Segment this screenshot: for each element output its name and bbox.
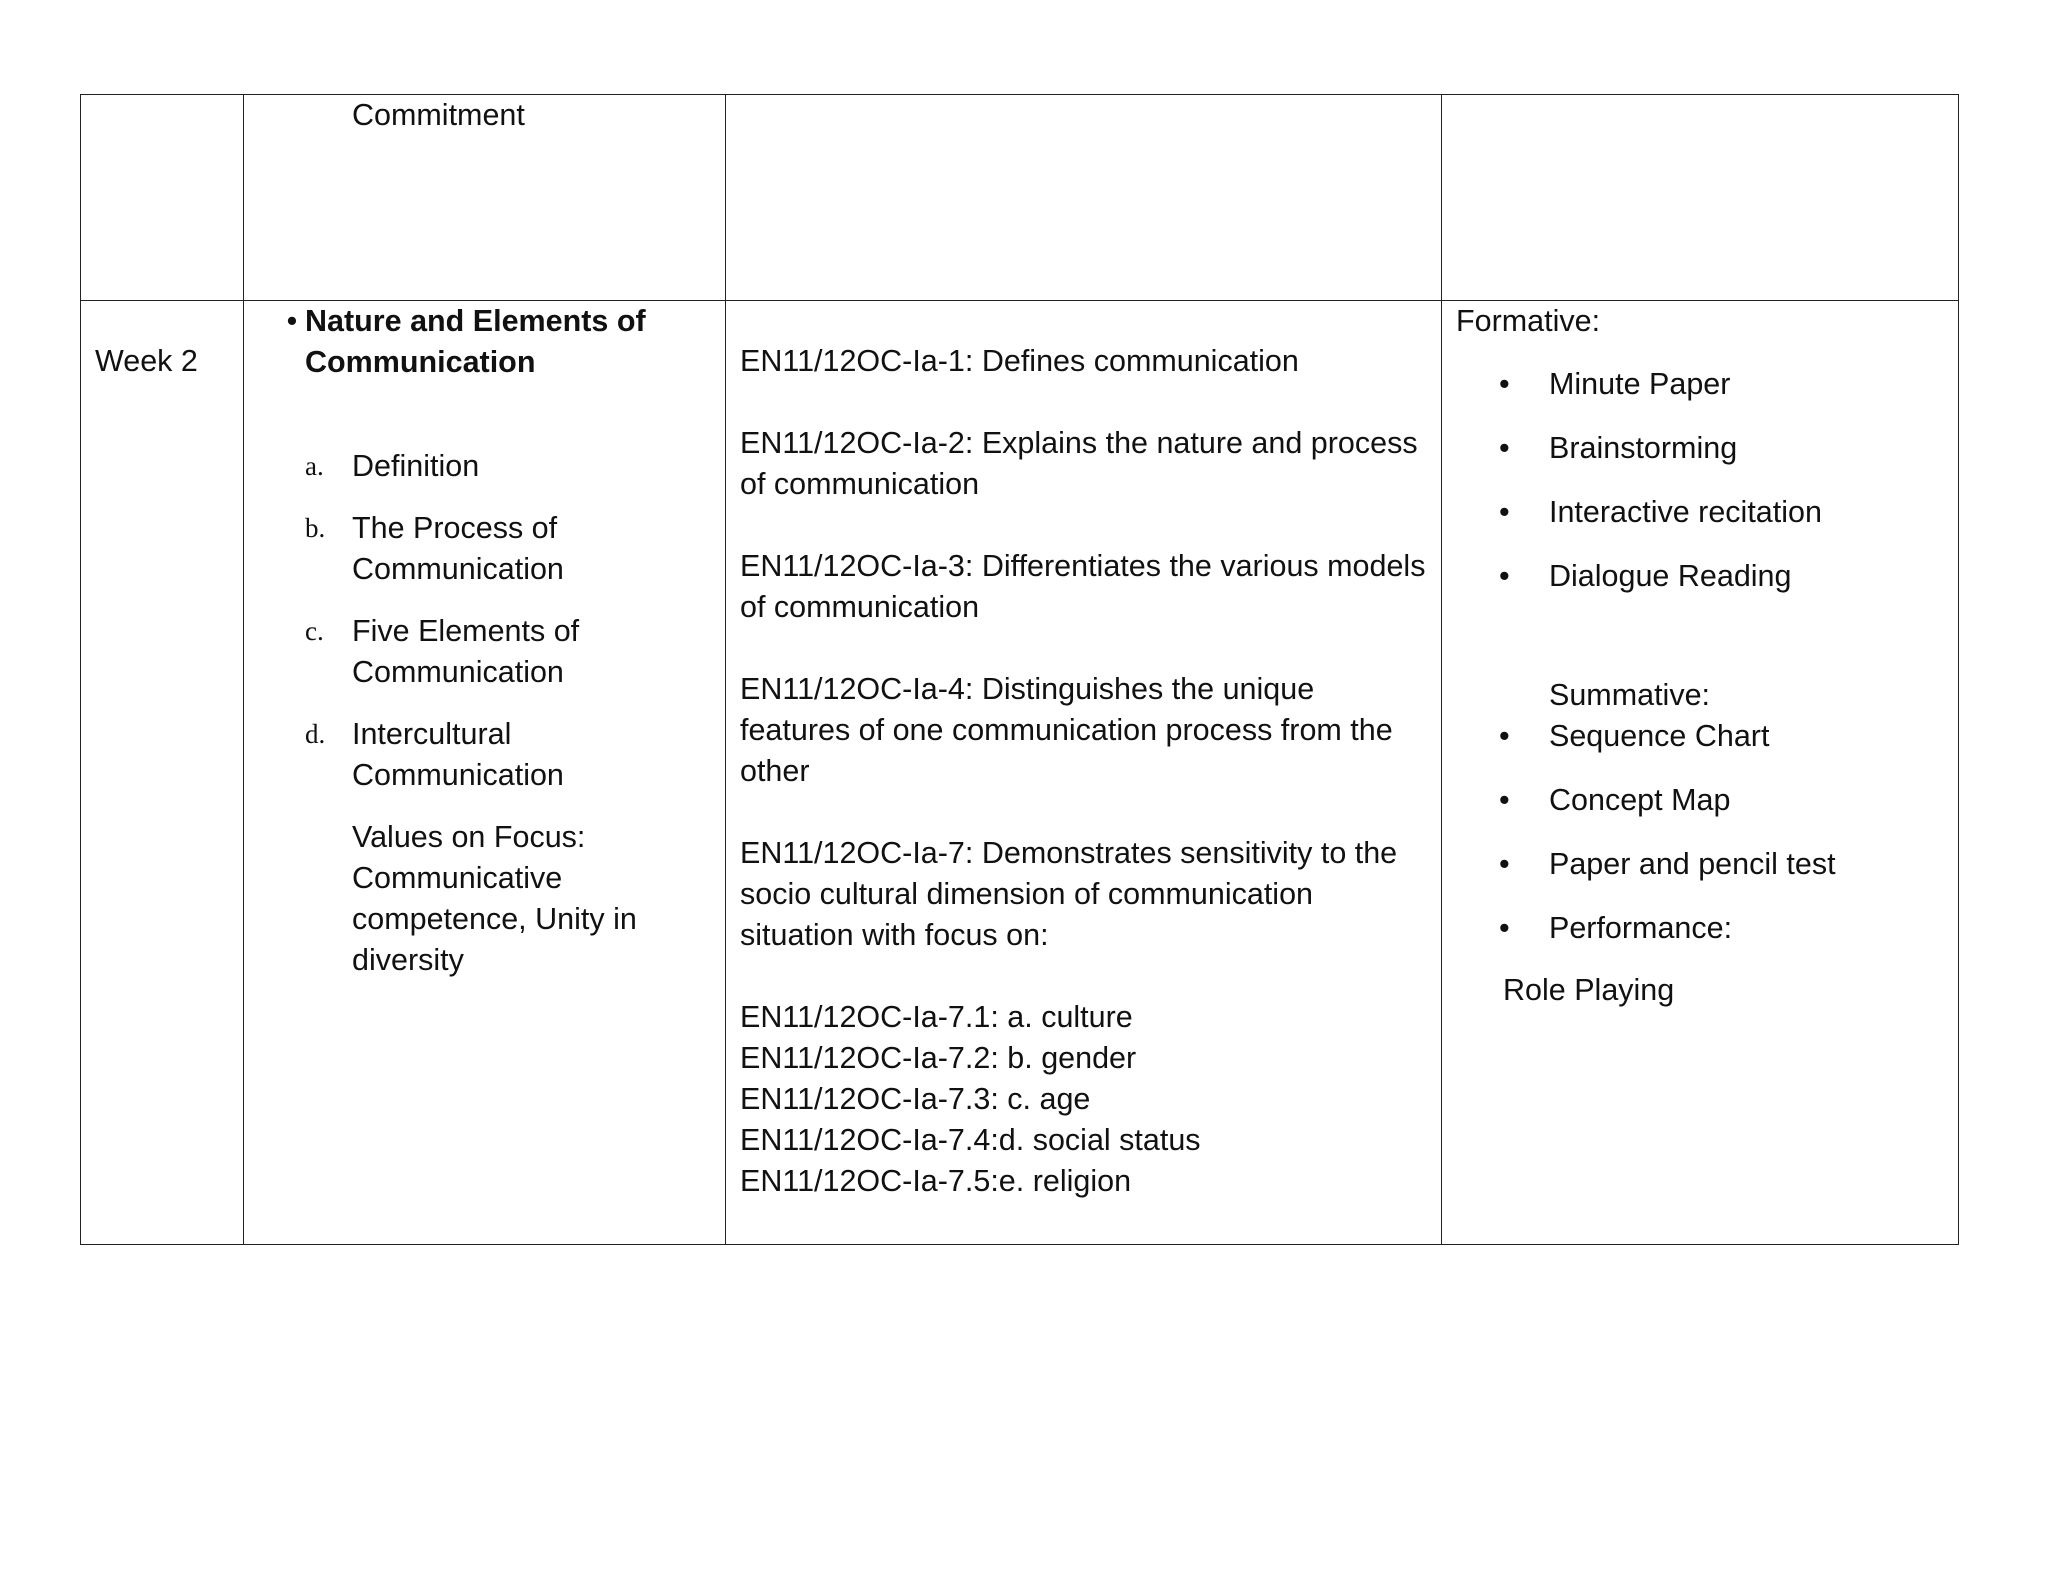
cell-assessment-empty [1442,95,1959,301]
competency-item: EN11/12OC-Ia-2: Explains the nature and process of communication [740,426,1418,501]
sub-competency-item: EN11/12OC-Ia-7.4:d. social status [740,1123,1201,1157]
bullet-icon: • [286,304,298,338]
summative-item: Sequence Chart [1549,719,1770,753]
list-marker: b. [305,513,326,543]
bullet-icon: • [1499,559,1510,593]
bullet-icon: • [1499,911,1510,945]
summative-item: Concept Map [1549,783,1731,817]
list-item [1456,780,1948,821]
competency-item: EN11/12OC-Ia-3: Differentiates the various models of communication [740,549,1426,624]
list-item [244,508,725,590]
table-row-continued [81,95,1959,301]
values-on-focus: Values on Focus: Communicative competence, Unity in diversity [352,820,637,977]
competency-item: EN11/12OC-Ia-7: Demonstrates sensitivity to the socio cultural dimension of communication situation with focus on: [740,836,1398,952]
competency-item: EN11/12OC-Ia-1: Defines communication [740,344,1299,378]
table-row-week-2 [81,301,1959,1245]
subtopic-text: The Process of Communication [352,511,564,586]
list-marker: a. [305,451,324,481]
assessment-block [1442,301,1958,1011]
list-item [244,714,725,796]
list-item [1456,908,1948,949]
sub-competency-item: EN11/12OC-Ia-7.2: b. gender [740,1041,1137,1075]
bullet-icon: • [1499,431,1510,465]
list-item [1456,364,1948,405]
sub-competency-item: EN11/12OC-Ia-7.1: a. culture [740,1000,1133,1034]
formative-list [1456,364,1948,597]
list-item [1456,844,1948,885]
continued-text: Commitment [352,98,525,132]
cell-content [244,301,726,1245]
cell-week [81,301,244,1245]
subtopic-text: Definition [352,449,480,483]
cell-competencies [726,301,1442,1245]
sub-competency-item: EN11/12OC-Ia-7.5:e. religion [740,1164,1132,1198]
formative-label: Formative: [1456,304,1601,338]
sub-competency-list [740,997,1431,1202]
cell-content-continued [244,95,726,301]
week-label: Week 2 [95,344,198,378]
list-item [1456,492,1948,533]
list-item [244,611,725,693]
subtopic-text: Five Elements of Communication [352,614,580,689]
curriculum-table [80,94,1959,1245]
subtopic-text: Intercultural Communication [352,717,564,792]
summative-item: Performance: [1549,911,1733,945]
summative-item: Paper and pencil test [1549,847,1836,881]
formative-item: Brainstorming [1549,431,1738,465]
sub-competency-item: EN11/12OC-Ia-7.3: c. age [740,1082,1091,1116]
list-marker: d. [305,719,326,749]
bullet-icon: • [1499,847,1510,881]
topic-title: Nature and Elements of Communication [305,304,646,379]
cell-assessment [1442,301,1959,1245]
cell-competency-empty [726,95,1442,301]
subtopic-list [244,446,725,796]
summative-label: Summative: [1549,678,1711,712]
bullet-icon: • [1499,719,1510,753]
summative-list [1456,716,1948,949]
bullet-icon: • [1499,367,1510,401]
list-marker: c. [305,616,324,646]
performance-task: Role Playing [1503,973,1675,1007]
bullet-icon: • [1499,783,1510,817]
cell-week-empty [81,95,244,301]
list-item [1456,428,1948,469]
topic-heading [244,301,725,383]
competency-item: EN11/12OC-Ia-4: Distinguishes the unique features of one communication process from the other [740,672,1393,788]
list-item [1456,716,1948,757]
list-item [244,446,725,487]
list-item [1456,556,1948,597]
formative-item: Interactive recitation [1549,495,1822,529]
bullet-icon: • [1499,495,1510,529]
competency-list [726,301,1441,1202]
formative-item: Minute Paper [1549,367,1731,401]
formative-item: Dialogue Reading [1549,559,1792,593]
